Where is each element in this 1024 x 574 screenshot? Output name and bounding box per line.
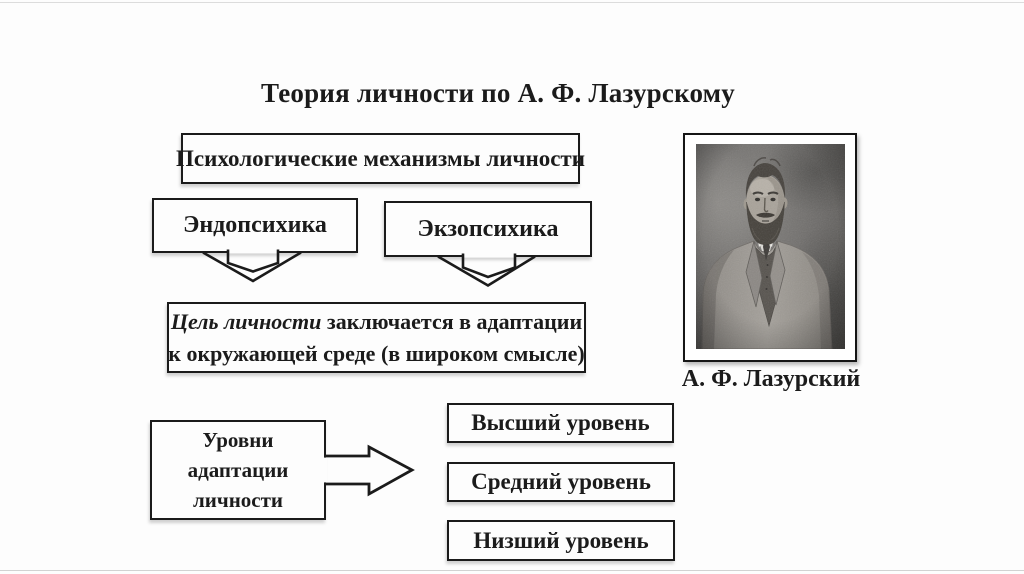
- adaptation-levels-box: [150, 420, 326, 520]
- goal-box-emphasis: Цель личности: [170, 308, 322, 334]
- portrait-caption: А. Ф. Лазурский: [681, 366, 861, 392]
- right-arrow-icon: [318, 438, 418, 508]
- portrait-photo: [696, 144, 845, 349]
- top-edge-divider: [0, 2, 1024, 3]
- level-mid-box: [447, 462, 675, 502]
- exopsyche-box: [384, 201, 592, 257]
- goal-box: [167, 302, 586, 373]
- level-high-label: Высший уровень: [471, 410, 650, 435]
- levels-box-line: адаптации: [187, 458, 289, 482]
- mechanisms-box: [176, 133, 585, 184]
- slide-title: Теория личности по А. Ф. Лазурскому: [261, 78, 735, 108]
- mechanisms-box-label: Психологические механизмы личности: [176, 145, 585, 171]
- level-high-box: [447, 403, 674, 443]
- down-arrow-icon: [423, 250, 548, 292]
- endopsyche-box-label: Эндопсихика: [183, 212, 327, 238]
- goal-box-line1: [171, 306, 582, 338]
- levels-box-line: Уровни: [202, 428, 274, 452]
- goal-box-line2: к окружающей среде (в широком смысле): [168, 340, 585, 366]
- level-mid-label: Средний уровень: [471, 469, 651, 494]
- levels-box-line: личности: [192, 488, 284, 512]
- bottom-edge-divider: [0, 570, 1024, 571]
- goal-box-line1-rest: заключается в адаптации: [321, 308, 583, 334]
- down-arrow-icon: [188, 245, 313, 287]
- level-low-label: Низший уровень: [473, 527, 649, 553]
- level-low-box: [447, 520, 675, 561]
- exopsyche-box-label: Экзопсихика: [417, 215, 559, 242]
